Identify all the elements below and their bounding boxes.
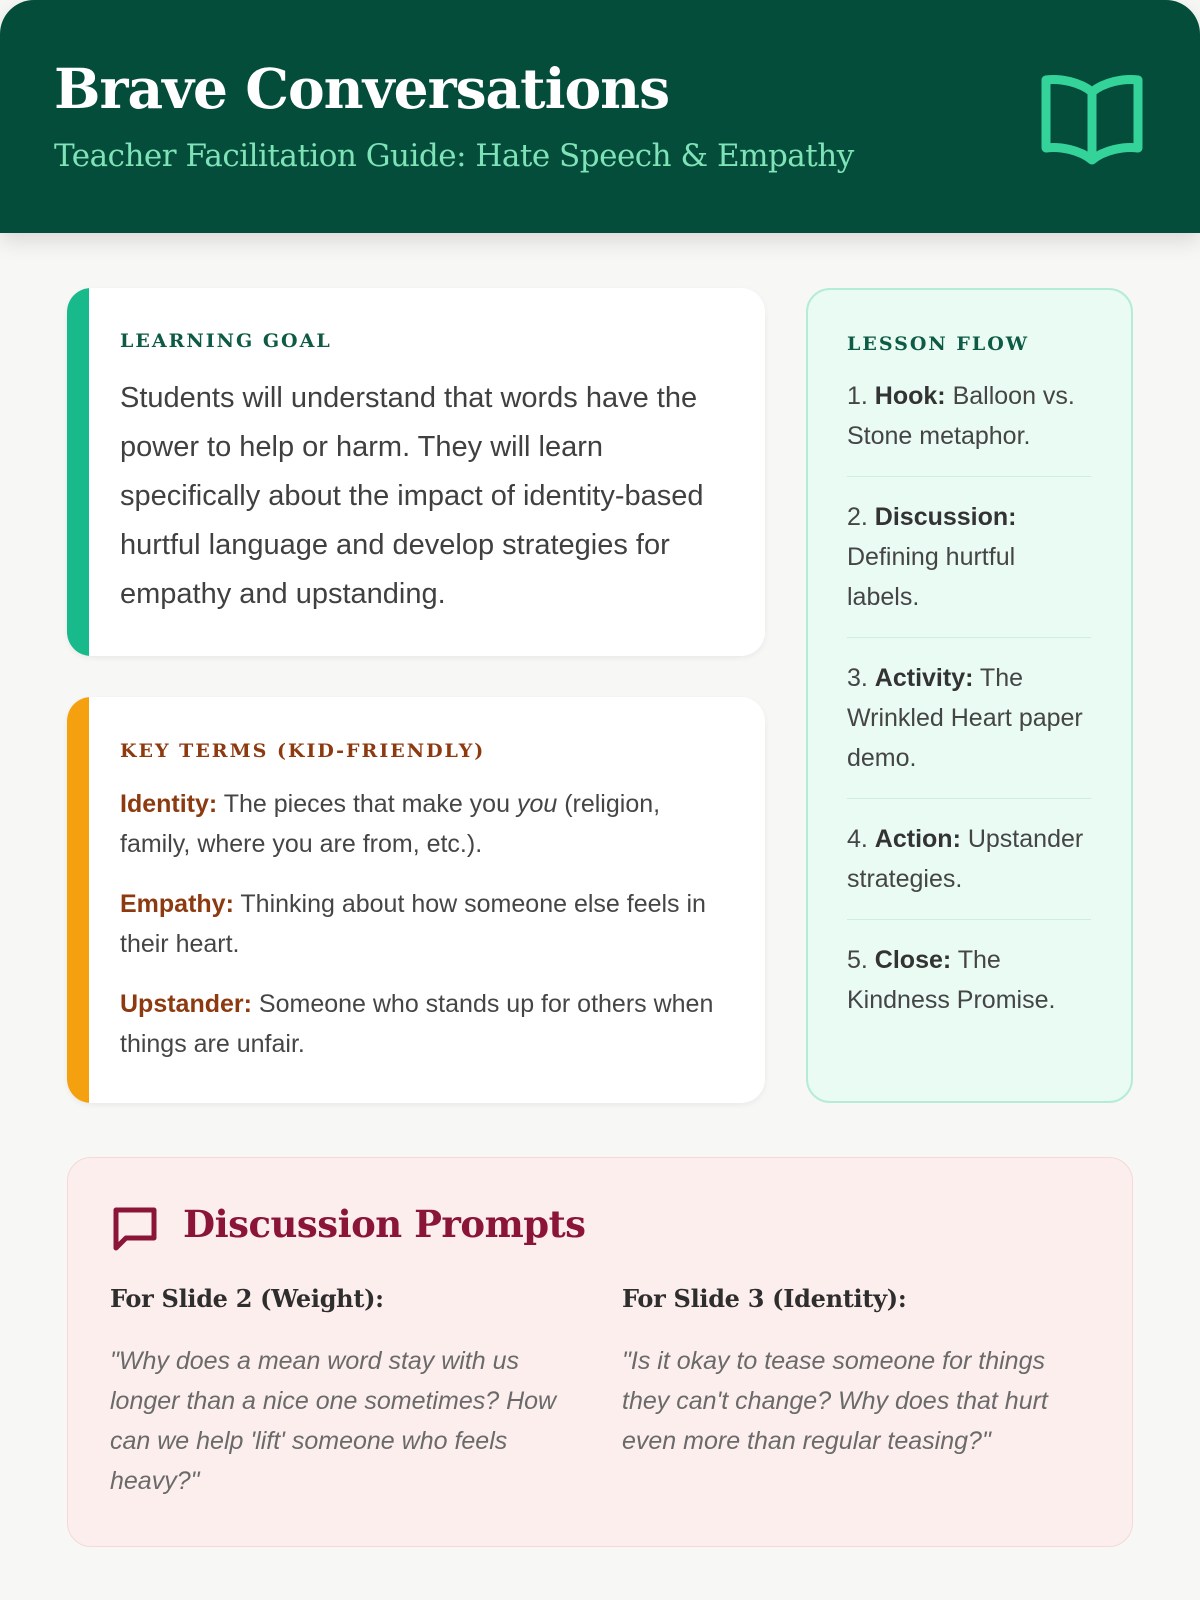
prompt-text: "Is it okay to tease someone for things they can't change? Why does that hurt even more than regular teasing?" [622, 1347, 1048, 1455]
term-definition: The pieces that make you [217, 790, 517, 818]
learning-goal-accent [67, 288, 89, 656]
term-definition: (religion, family, where you are from, etc.). [120, 790, 661, 858]
discussion-prompts-title: Discussion Prompts [183, 1202, 586, 1246]
lesson-step-2 [847, 497, 1091, 638]
page-header [0, 0, 1200, 233]
step-text: Upstander strategies. [847, 825, 1084, 893]
learning-goal-label: LEARNING GOAL [120, 330, 332, 352]
step-text: Defining hurtful labels. [847, 543, 1016, 611]
prompt-heading: For Slide 3 (Identity): [622, 1284, 907, 1313]
term-definition: Thinking about how someone else feels in their heart. [120, 890, 706, 958]
term-name: Upstander: [120, 990, 252, 1018]
key-terms-list [120, 784, 720, 1084]
prompt-text: "Why does a mean word stay with us longer than a nice one sometimes? How can we help 'lift' someone who feels heavy?" [110, 1347, 557, 1495]
key-terms-card [67, 697, 765, 1103]
term-definition-emphasis: you [516, 790, 558, 818]
step-name: Discussion: [874, 503, 1017, 531]
step-name: Hook: [874, 382, 946, 410]
lesson-flow-label: LESSON FLOW [847, 333, 1030, 355]
page-title: Brave Conversations [54, 56, 670, 121]
step-number: 2. [847, 503, 875, 531]
discussion-prompts-card [67, 1157, 1133, 1547]
lesson-flow-card [806, 288, 1133, 1103]
term-empathy [120, 884, 720, 964]
term-definition: Someone who stands up for others when things are unfair. [120, 990, 714, 1058]
step-number: 4. [847, 825, 875, 853]
term-name: Identity: [120, 790, 218, 818]
term-upstander [120, 984, 720, 1064]
page-subtitle: Teacher Facilitation Guide: Hate Speech & Empathy [54, 138, 854, 174]
lesson-step-5 [847, 940, 1091, 1040]
prompt-heading: For Slide 2 (Weight): [110, 1284, 384, 1313]
step-name: Action: [874, 825, 961, 853]
chat-bubble-icon [110, 1204, 160, 1252]
learning-goal-text: Students will understand that words have the power to help or harm. They will learn specifically about the impact of identity-based hurtful language and develop strategies for empathy and upstanding. [120, 382, 704, 610]
step-text: Balloon vs. Stone metaphor. [847, 382, 1075, 450]
learning-goal-card [67, 288, 765, 656]
key-terms-label: KEY TERMS (KID-FRIENDLY) [120, 740, 486, 762]
step-number: 1. [847, 382, 875, 410]
step-name: Activity: [874, 664, 974, 692]
lesson-flow-list [847, 376, 1091, 1060]
prompt-slide-2 [110, 1284, 560, 1501]
lesson-step-1 [847, 376, 1091, 477]
term-identity [120, 784, 720, 864]
step-name: Close: [874, 946, 952, 974]
step-text: The Wrinkled Heart paper demo. [847, 664, 1083, 772]
key-terms-accent [67, 697, 89, 1103]
step-number: 3. [847, 664, 875, 692]
open-book-icon [1040, 70, 1144, 166]
lesson-step-4 [847, 819, 1091, 920]
step-text: The Kindness Promise. [847, 946, 1056, 1014]
term-name: Empathy: [120, 890, 234, 918]
lesson-step-3 [847, 658, 1091, 799]
prompt-slide-3 [622, 1284, 1072, 1461]
step-number: 5. [847, 946, 875, 974]
